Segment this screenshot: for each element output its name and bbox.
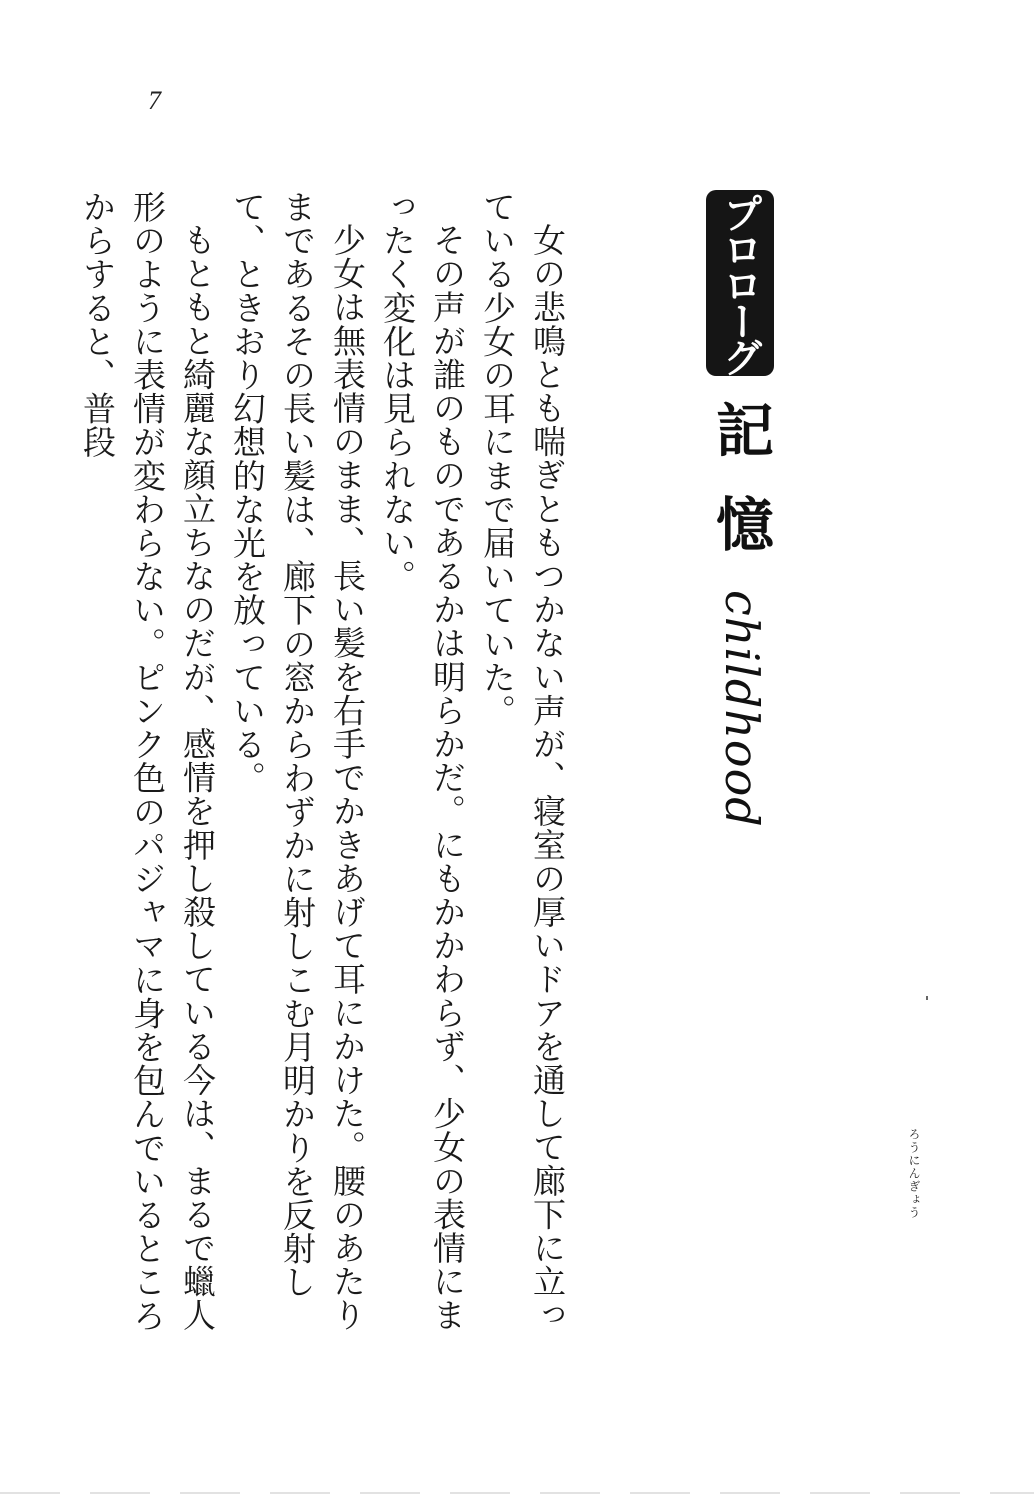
speck [926,996,928,1000]
scan-edge [0,1492,1034,1494]
ruby-gloss: ろうにんぎょう [907,1128,921,1219]
chapter-subtitle-text: childhood [715,590,769,828]
paragraph: 少女は無表情のまま、長い髪を右手でかきあげて耳にかけた。腰のあたりまであるその長い髪は、廊下の窓からわずかに射しこむ月明かりを反射して、ときおり幻想的な光を放っている。 [228,190,367,1332]
body-text [78,190,572,1350]
paragraph: もともと綺麗な顔立ちなのだが、感情を押し殺している今は、まるで蠟人形のように表情が変わらない。ピンク色のパジャマに身を包んでいるところからすると、普段 [78,190,217,1333]
chapter-header [704,190,804,840]
chapter-title: 記憶 [706,400,774,588]
paragraph: その声が誰のものであるかは明らかだ。にもかかわらず、少女の表情にまったく変化は見られない。 [378,190,467,1332]
chapter-subtitle [710,590,774,828]
page-number: 7 [148,86,161,115]
paragraph: 女の悲鳴とも喘ぎともつかない声が、寝室の厚いドアを通して廊下に立っている少女の耳にまで届いていた。 [478,190,567,1332]
chapter-badge: プロローグ [706,190,774,376]
